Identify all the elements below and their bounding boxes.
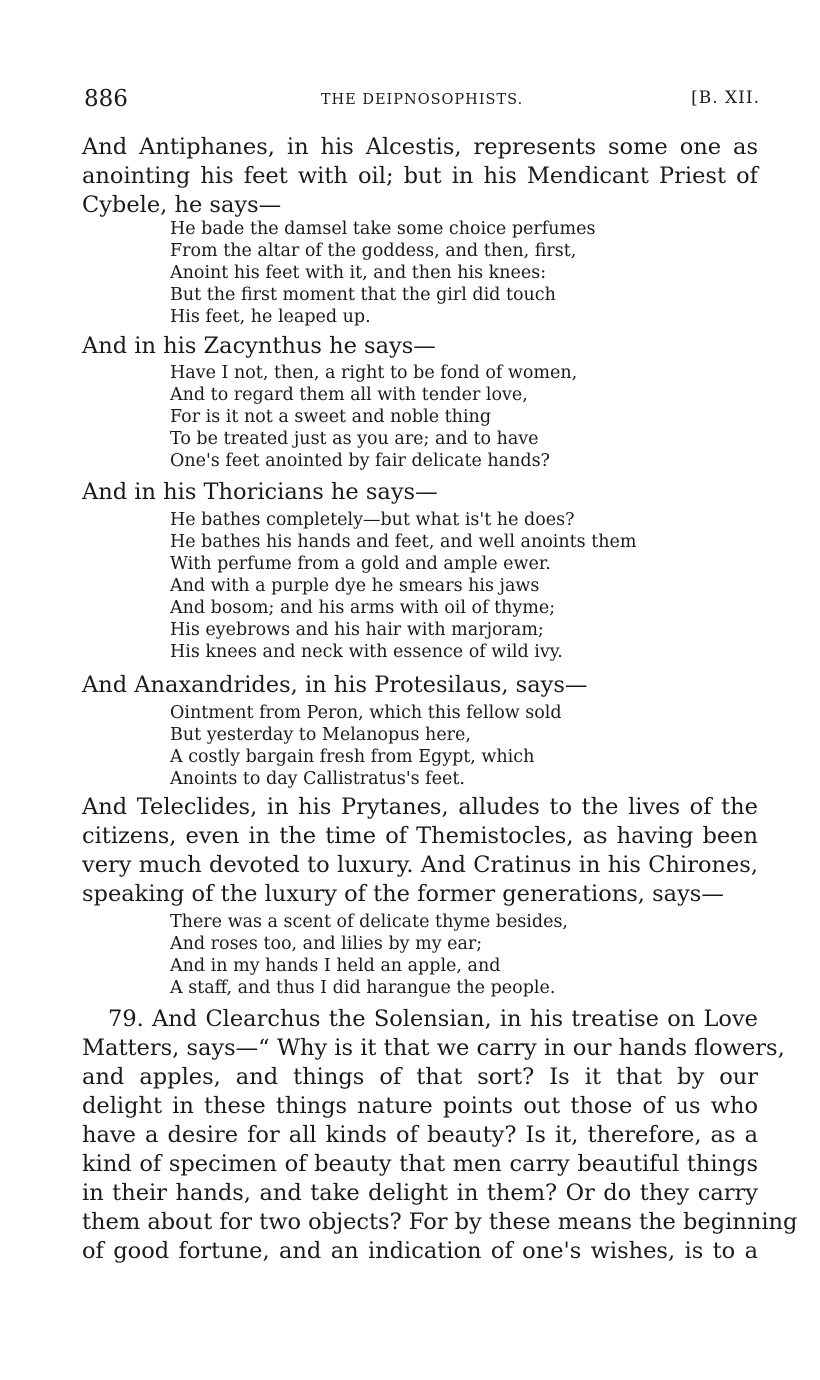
verse-line: Anoints to day Callistratus's feet. [170,769,465,789]
prose-line: of good fortune, and an indication of one's wishes, is to a [82,1238,758,1264]
verse-line: He bade the damsel take some choice perfumes [170,219,596,239]
prose-line: And Anaxandrides, in his Protesilaus, says— [82,672,588,698]
verse-line: His knees and neck with essence of wild ivy. [170,642,563,662]
prose-line: in their hands, and take delight in them? Or do they carry [82,1180,758,1206]
verse-line: But yesterday to Melanopus here, [170,725,471,745]
prose-line: Cybele, he says— [82,192,282,218]
running-header [84,86,760,116]
prose-line: And Teleclides, in his Prytanes, alludes to the lives of the [82,794,758,820]
verse-line: His eyebrows and his hair with marjoram; [170,620,544,640]
verse-line: A staff, and thus I did harangue the people. [170,978,556,998]
verse-line: Anoint his feet with it, and then his knees: [170,263,547,283]
verse-line: And bosom; and his arms with oil of thyme; [170,598,556,618]
prose-line: And in his Thoricians he says— [82,479,438,505]
prose-line: them about for two objects? For by these means the beginning [82,1209,798,1235]
verse-line: For is it not a sweet and noble thing [170,407,492,427]
verse-line: There was a scent of delicate thyme besides, [170,912,568,932]
prose-line: very much devoted to luxury. And Cratinus in his Chirones, [82,852,758,878]
page-number: 886 [84,86,128,112]
verse-line: But the first moment that the girl did touch [170,285,556,305]
prose-line: delight in these things nature points out those of us who [82,1093,758,1119]
prose-line: and apples, and things of that sort? Is it that by our [82,1064,758,1090]
prose-line: kind of specimen of beauty that men carry beautiful things [82,1151,758,1177]
prose-line: And Antiphanes, in his Alcestis, represents some one as [82,134,758,160]
prose-line: have a desire for all kinds of beauty? Is it, therefore, as a [82,1122,758,1148]
verse-line: From the altar of the goddess, and then, first, [170,241,577,261]
prose-line: 79. And Clearchus the Solensian, in his treatise on Love [108,1006,758,1032]
running-title: THE DEIPNOSOPHISTS. [320,92,524,108]
verse-line: And to regard them all with tender love, [170,385,528,405]
verse-line: Have I not, then, a right to be fond of women, [170,363,578,383]
verse-line: To be treated just as you are; and to have [170,429,539,449]
prose-line: Matters, says—“ Why is it that we carry in our hands flowers, [82,1035,785,1061]
prose-line: anointing his feet with oil; but in his Mendicant Priest of [82,163,758,189]
verse-line: His feet, he leaped up. [170,307,371,327]
prose-line: citizens, even in the time of Themistocles, as having been [82,823,758,849]
prose-line: speaking of the luxury of the former generations, says— [82,881,724,907]
verse-line: He bathes completely—but what is't he does? [170,510,575,530]
verse-line: He bathes his hands and feet, and well anoints them [170,532,637,552]
verse-line: And in my hands I held an apple, and [170,956,501,976]
prose-line: And in his Zacynthus he says— [82,333,436,359]
verse-line: And with a purple dye he smears his jaws [170,576,540,596]
verse-line: A costly bargain fresh from Egypt, which [170,747,535,767]
book-reference: [B. XII. [691,88,760,108]
verse-line: And roses too, and lilies by my ear; [170,934,483,954]
verse-line: Ointment from Peron, which this fellow sold [170,703,562,723]
verse-line: With perfume from a gold and ample ewer. [170,554,551,574]
verse-line: One's feet anointed by fair delicate hands? [170,451,550,471]
